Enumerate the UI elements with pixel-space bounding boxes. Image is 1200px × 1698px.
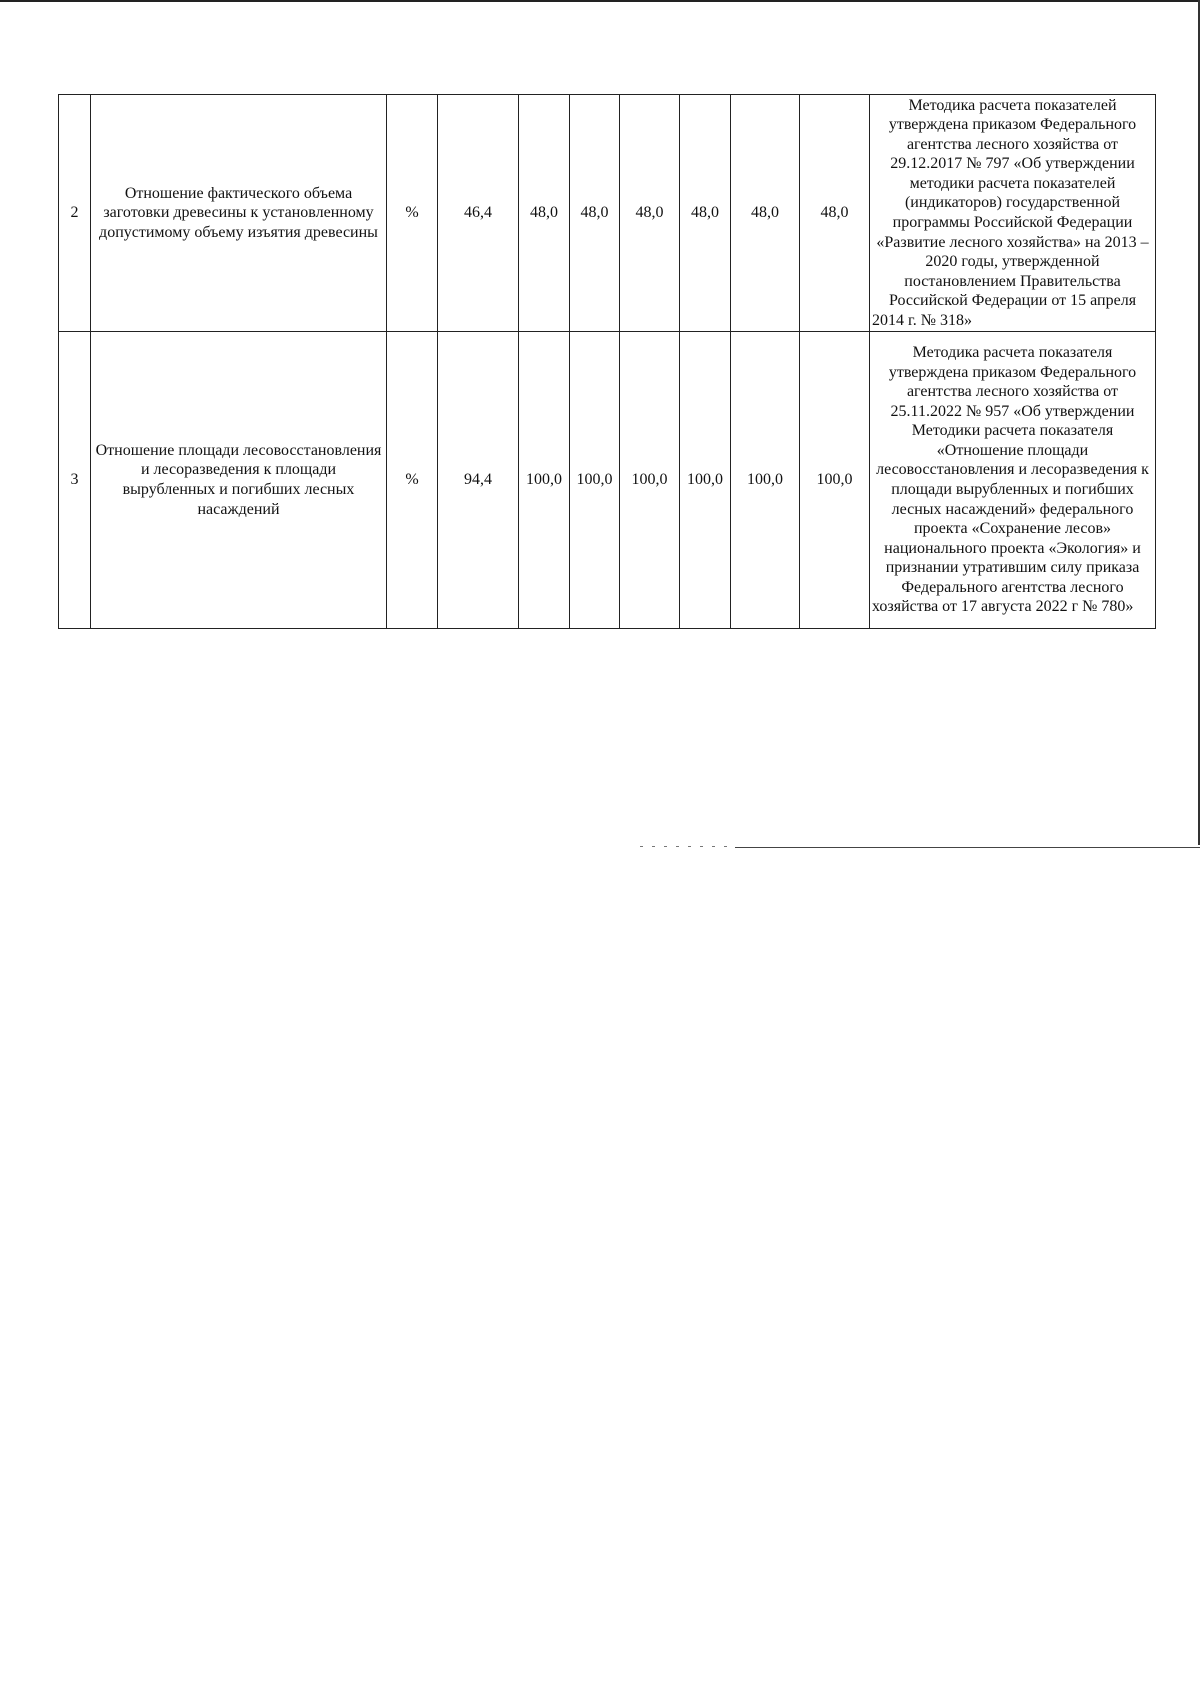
table-row — [59, 95, 1156, 332]
row-number: 2 — [59, 95, 91, 332]
indicator-name: Отношение площади лесовосстановления и лесоразведения к площади вырубленных и погибших лесных насаждений — [91, 332, 387, 629]
methodology-cell: Методика расчета показателей утверждена приказом Федерального агентства лесного хозяйства от 29.12.2017 № 797 «Об утверждении методики расчета показателей (индикаторов) государственной программы Российской Федерации «Развитие лесного хозяйства» на 2013 – 2020 годы, утвержденной постановлением Правительства Российской Федерации от 15 апреля 2014 г. № 318» — [870, 95, 1156, 332]
indicator-name: Отношение фактического объема заготовки древесины к установленному допустимому объему изъятия древесины — [91, 95, 387, 332]
methodology-cell: Методика расчета показателя утверждена приказом Федерального агентства лесного хозяйства от 25.11.2022 № 957 «Об утверждении Методики расчета показателя «Отношение площади лесовосстановления и лесоразведения к площади вырубленных и погибших лесных насаждений» федерального проекта «Сохранение лесов» национального проекта «Экология» и признании утратившим силу приказа Федерального агентства лесного хозяйства от 17 августа 2022 г № 780» — [870, 332, 1156, 629]
unit-cell: % — [387, 332, 438, 629]
unit-cell: % — [387, 95, 438, 332]
value-cell: 100,0 — [570, 332, 620, 629]
value-cell: 48,0 — [519, 95, 570, 332]
value-cell: 48,0 — [680, 95, 731, 332]
value-cell: 100,0 — [680, 332, 731, 629]
scan-artifact-line — [735, 847, 1200, 848]
value-cell: 48,0 — [570, 95, 620, 332]
indicators-table — [58, 94, 1156, 629]
value-cell: 94,4 — [438, 332, 519, 629]
value-cell: 100,0 — [519, 332, 570, 629]
value-cell: 100,0 — [620, 332, 680, 629]
scan-artifact-dots — [640, 846, 730, 847]
table-row — [59, 332, 1156, 629]
value-cell: 100,0 — [731, 332, 800, 629]
value-cell: 48,0 — [800, 95, 870, 332]
row-number: 3 — [59, 332, 91, 629]
value-cell: 100,0 — [800, 332, 870, 629]
value-cell: 48,0 — [731, 95, 800, 332]
value-cell: 46,4 — [438, 95, 519, 332]
scan-edge-top — [0, 0, 1200, 2]
value-cell: 48,0 — [620, 95, 680, 332]
